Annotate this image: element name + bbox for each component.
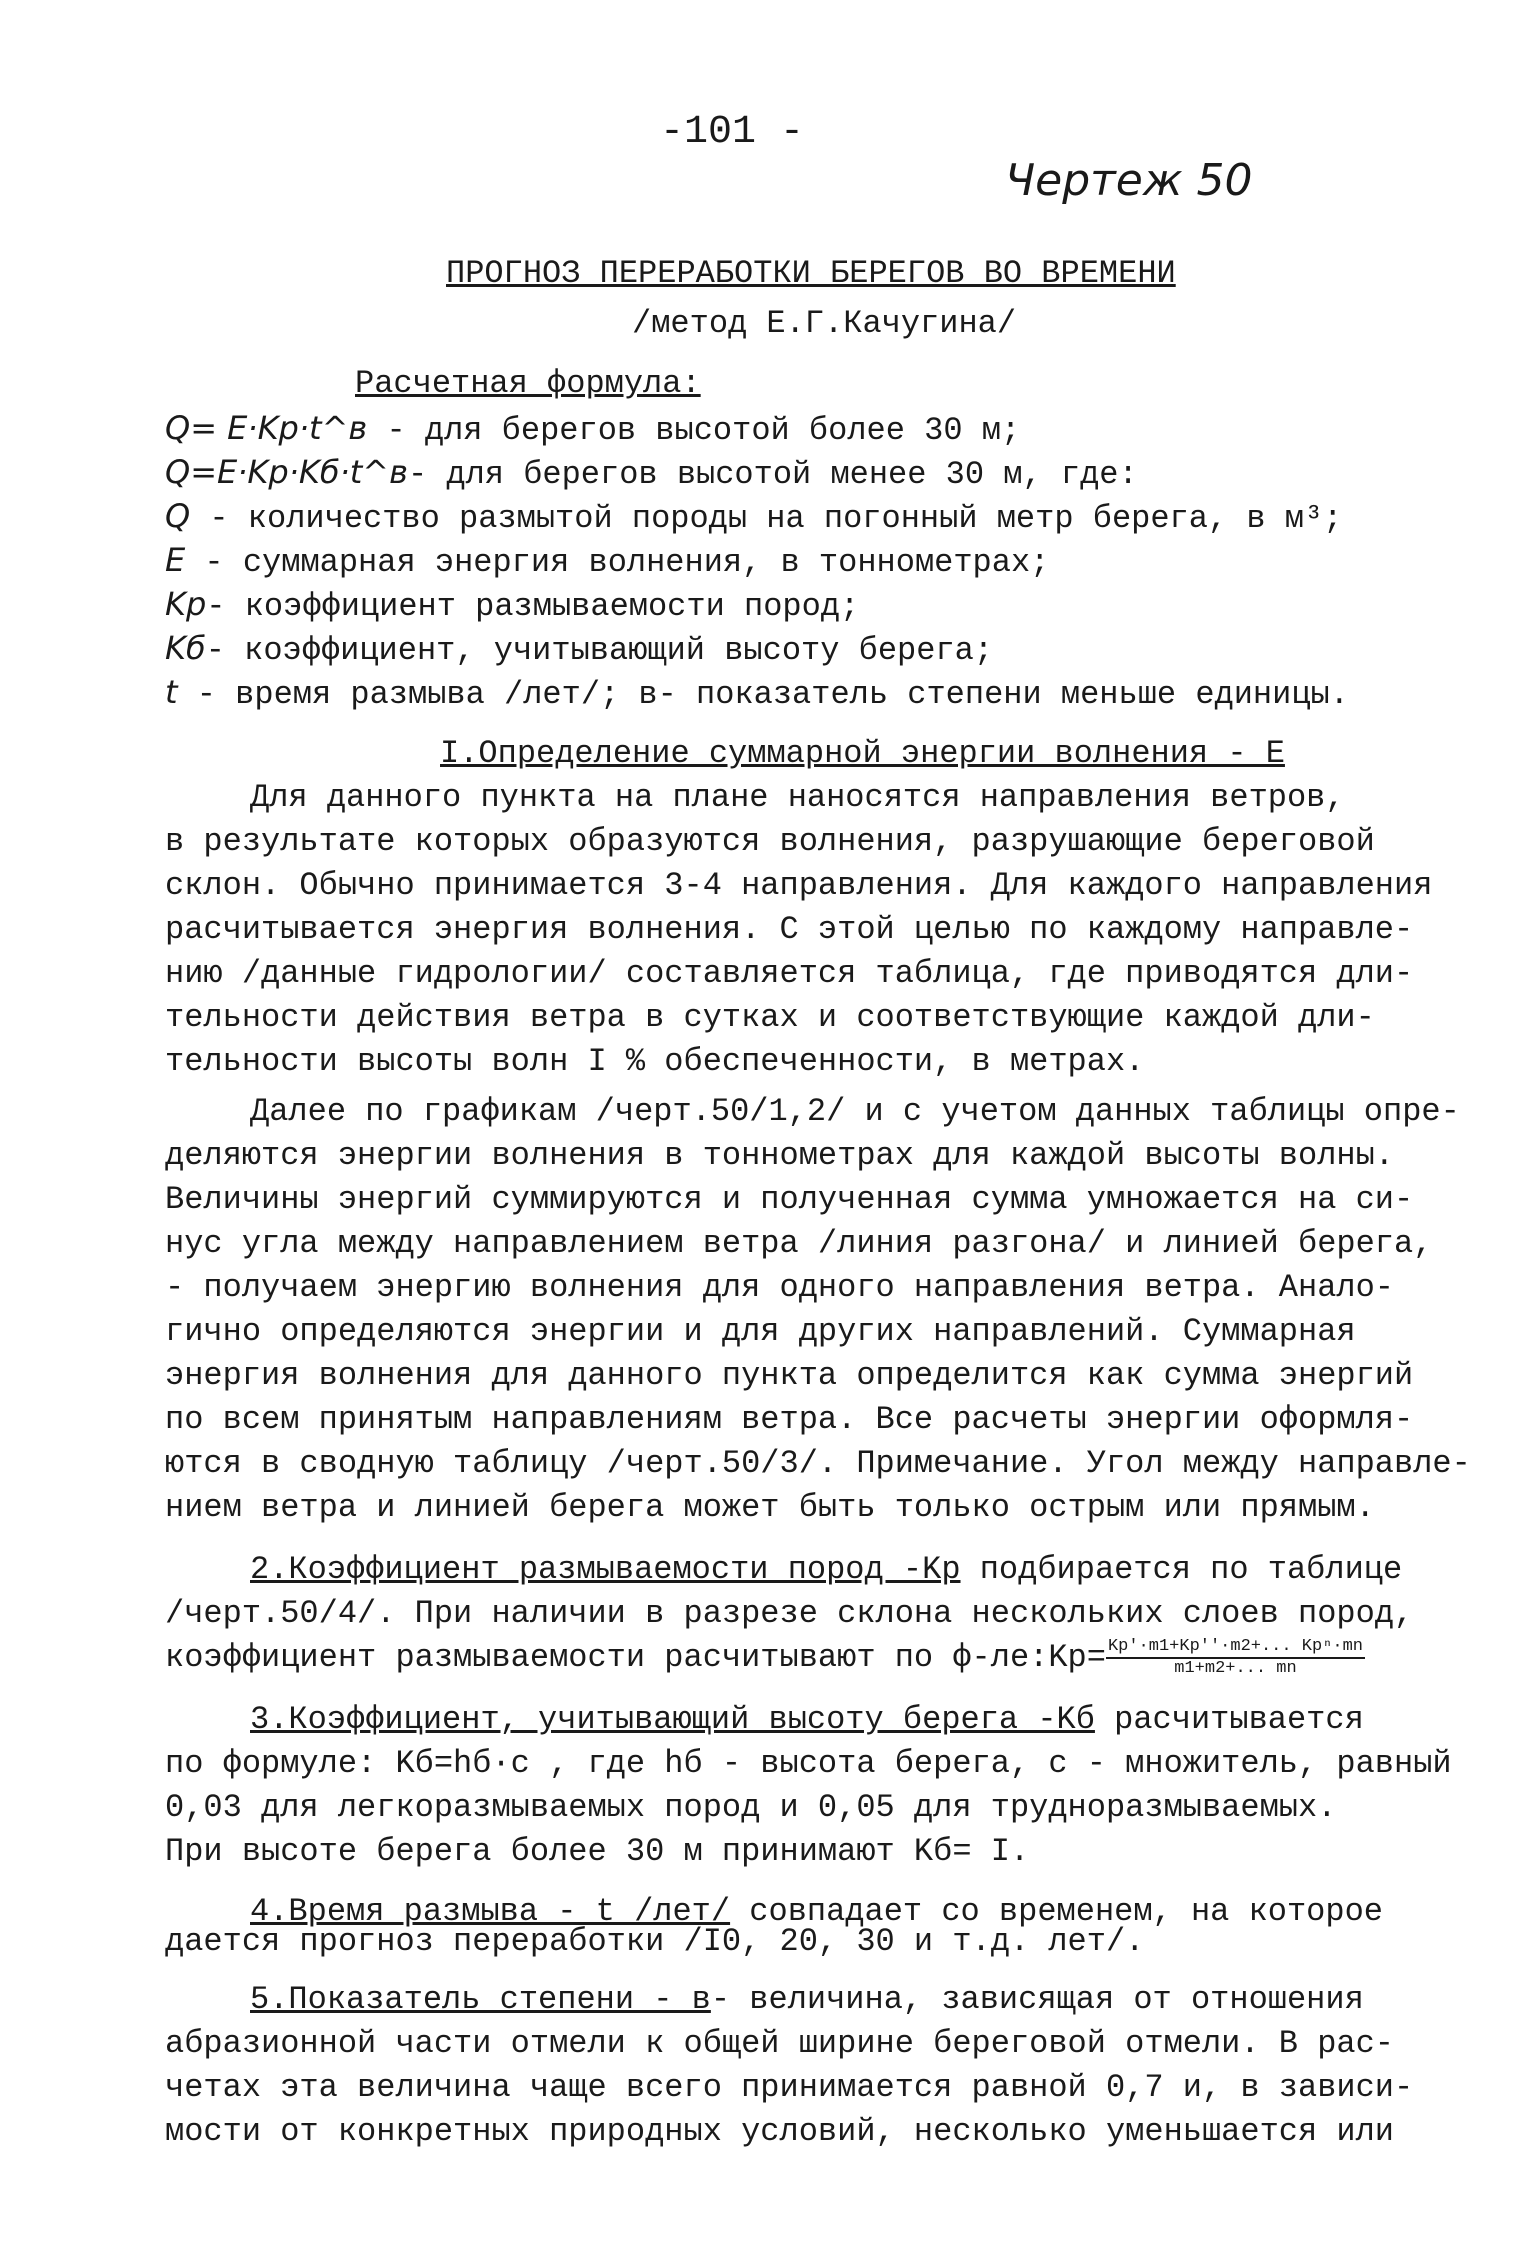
paragraph-line: 0,03 для легкоразмываемых пород и 0,05 для трудноразмываемых. (165, 1789, 1337, 1826)
page-number: -101 - (660, 110, 805, 155)
paragraph-line: Для данного пункта на плане наносятся направления ветров, (250, 779, 1345, 816)
paragraph-line: деляются энергии волнения в тоннометрах для каждой высоты волны. (165, 1137, 1394, 1174)
formula-2 (165, 450, 1138, 497)
paragraph-line: При высоте берега более 30 м принимают Kб= I. (165, 1833, 1030, 1870)
section-5-text: - величина, зависящая от отношения (710, 1981, 1364, 2018)
paragraph-line: тельности действия ветра в сутках и соответствующие каждой дли- (165, 999, 1375, 1036)
paragraph-line: в результате которых образуются волнения, разрушающие береговой (165, 823, 1375, 860)
formula-2-expr: Q=E·Kp·Kб·t^в (165, 453, 408, 491)
formula-1-text: - для берегов высотой более 30 м; (367, 412, 1021, 449)
paragraph-line: нию /данные гидрологии/ составляется таблица, где приводятся дли- (165, 955, 1414, 992)
section-2-formula-line (165, 1636, 1365, 1680)
definition-line (165, 494, 1342, 541)
definition-symbol: t (165, 673, 178, 711)
document-title: ПРОГНОЗ ПЕРЕРАБОТКИ БЕРЕГОВ ВО ВРЕМЕНИ (446, 255, 1176, 292)
definition-symbol: Q (165, 497, 191, 535)
section-2-formula-text: коэффициент размываемости расчитывают по ф-ле:Kp= (165, 1639, 1106, 1676)
erodibility-fraction (1106, 1637, 1365, 1679)
paragraph-line: нием ветра и линией берега может быть только острым или прямым. (165, 1489, 1375, 1526)
figure-label: Чертеж 50 (1005, 155, 1253, 206)
paragraph-line: Далее по графикам /черт.50/1,2/ и с учетом данных таблицы опре- (250, 1093, 1460, 1130)
paragraph-line: нус угла между направлением ветра /линия разгона/ и линией берега, (165, 1225, 1433, 1262)
definition-line (165, 670, 1349, 717)
definition-line (165, 582, 859, 629)
definition-text: - количество размытой породы на погонный метр берега, в м³; (190, 500, 1343, 537)
paragraph-line: абразионной части отмели к общей ширине береговой отмели. В рас- (165, 2025, 1394, 2062)
document-subtitle: /метод Е.Г.Качугина/ (632, 305, 1017, 342)
paragraph-line: гично определяются энергии и для других направлений. Суммарная (165, 1313, 1356, 1350)
paragraph-line: - получаем энергию волнения для одного направления ветра. Анало- (165, 1269, 1394, 1306)
paragraph-line: Величины энергий суммируются и полученная сумма умножается на си- (165, 1181, 1414, 1218)
definition-text: - коэффициент размываемости пород; (206, 588, 860, 625)
section-3-heading: 3.Коэффициент, учитывающий высоту берега -Kб (250, 1701, 1095, 1738)
paragraph-line: склон. Обычно принимается 3-4 направления. Для каждого направления (165, 867, 1433, 904)
paragraph-line: /черт.50/4/. При наличии в разрезе склона нескольких слоев пород, (165, 1595, 1414, 1632)
section-2-line-1 (250, 1548, 1402, 1592)
paragraph-line: по формуле: Kб=hб·c , где hб - высота берега, c - множитель, равный (165, 1745, 1452, 1782)
formula-1-expr: Q= E·Kp·t^в (165, 409, 368, 447)
paragraph-line: ются в сводную таблицу /черт.50/3/. Примечание. Угол между направле- (165, 1445, 1471, 1482)
fraction-numerator: Kp'·m1+Kp''·m2+... Kpⁿ·mn (1106, 1637, 1365, 1659)
paragraph-line: по всем принятым направлениям ветра. Все расчеты энергии оформля- (165, 1401, 1414, 1438)
formula-1 (165, 406, 1020, 453)
definition-symbol: E (165, 541, 186, 579)
section-2-heading: 2.Коэффициент размываемости пород -Kp (250, 1551, 961, 1588)
paragraph-line: мости от конкретных природных условий, несколько уменьшается или (165, 2113, 1394, 2150)
definition-text: - время размыва /лет/; в- показатель степени меньше единицы. (177, 676, 1349, 713)
formula-heading: Расчетная формула: (355, 365, 701, 402)
definition-line (165, 626, 993, 673)
paragraph-line: тельности высоты волн I % обеспеченности, в метрах. (165, 1043, 1145, 1080)
definition-text: - коэффициент, учитывающий высоту берега; (205, 632, 994, 669)
fraction-denominator: m1+m2+... mn (1174, 1658, 1297, 1678)
paragraph-line: четах эта величина чаще всего принимается равной 0,7 и, в зависи- (165, 2069, 1414, 2106)
section-4-text: совпадает со временем, на которое (730, 1893, 1383, 1930)
definition-symbol: Kб (165, 629, 206, 667)
definition-line (165, 538, 1049, 585)
section-2-text: подбирается по таблице (960, 1551, 1403, 1588)
section-4-heading: 4.Время размыва - t /лет/ (250, 1893, 731, 1930)
section-5-heading: 5.Показатель степени - в (250, 1981, 711, 2018)
section-3-text: расчитывается (1094, 1701, 1364, 1738)
paragraph-line: расчитывается энергия волнения. С этой целью по каждому направле- (165, 911, 1414, 948)
section-5-line-1 (250, 1978, 1364, 2022)
paragraph-line: энергия волнения для данного пункта определится как сумма энергий (165, 1357, 1414, 1394)
section-1-heading: I.Определение суммарной энергии волнения - E (440, 735, 1285, 772)
formula-2-text: - для берегов высотой менее 30 м, где: (407, 456, 1138, 493)
definition-symbol: Kp (165, 585, 207, 623)
definition-text: - суммарная энергия волнения, в тоннометрах; (185, 544, 1050, 581)
paragraph-line: дается прогноз переработки /I0, 20, 30 и т.д. лет/. (165, 1923, 1145, 1960)
section-3-line-1 (250, 1698, 1364, 1742)
